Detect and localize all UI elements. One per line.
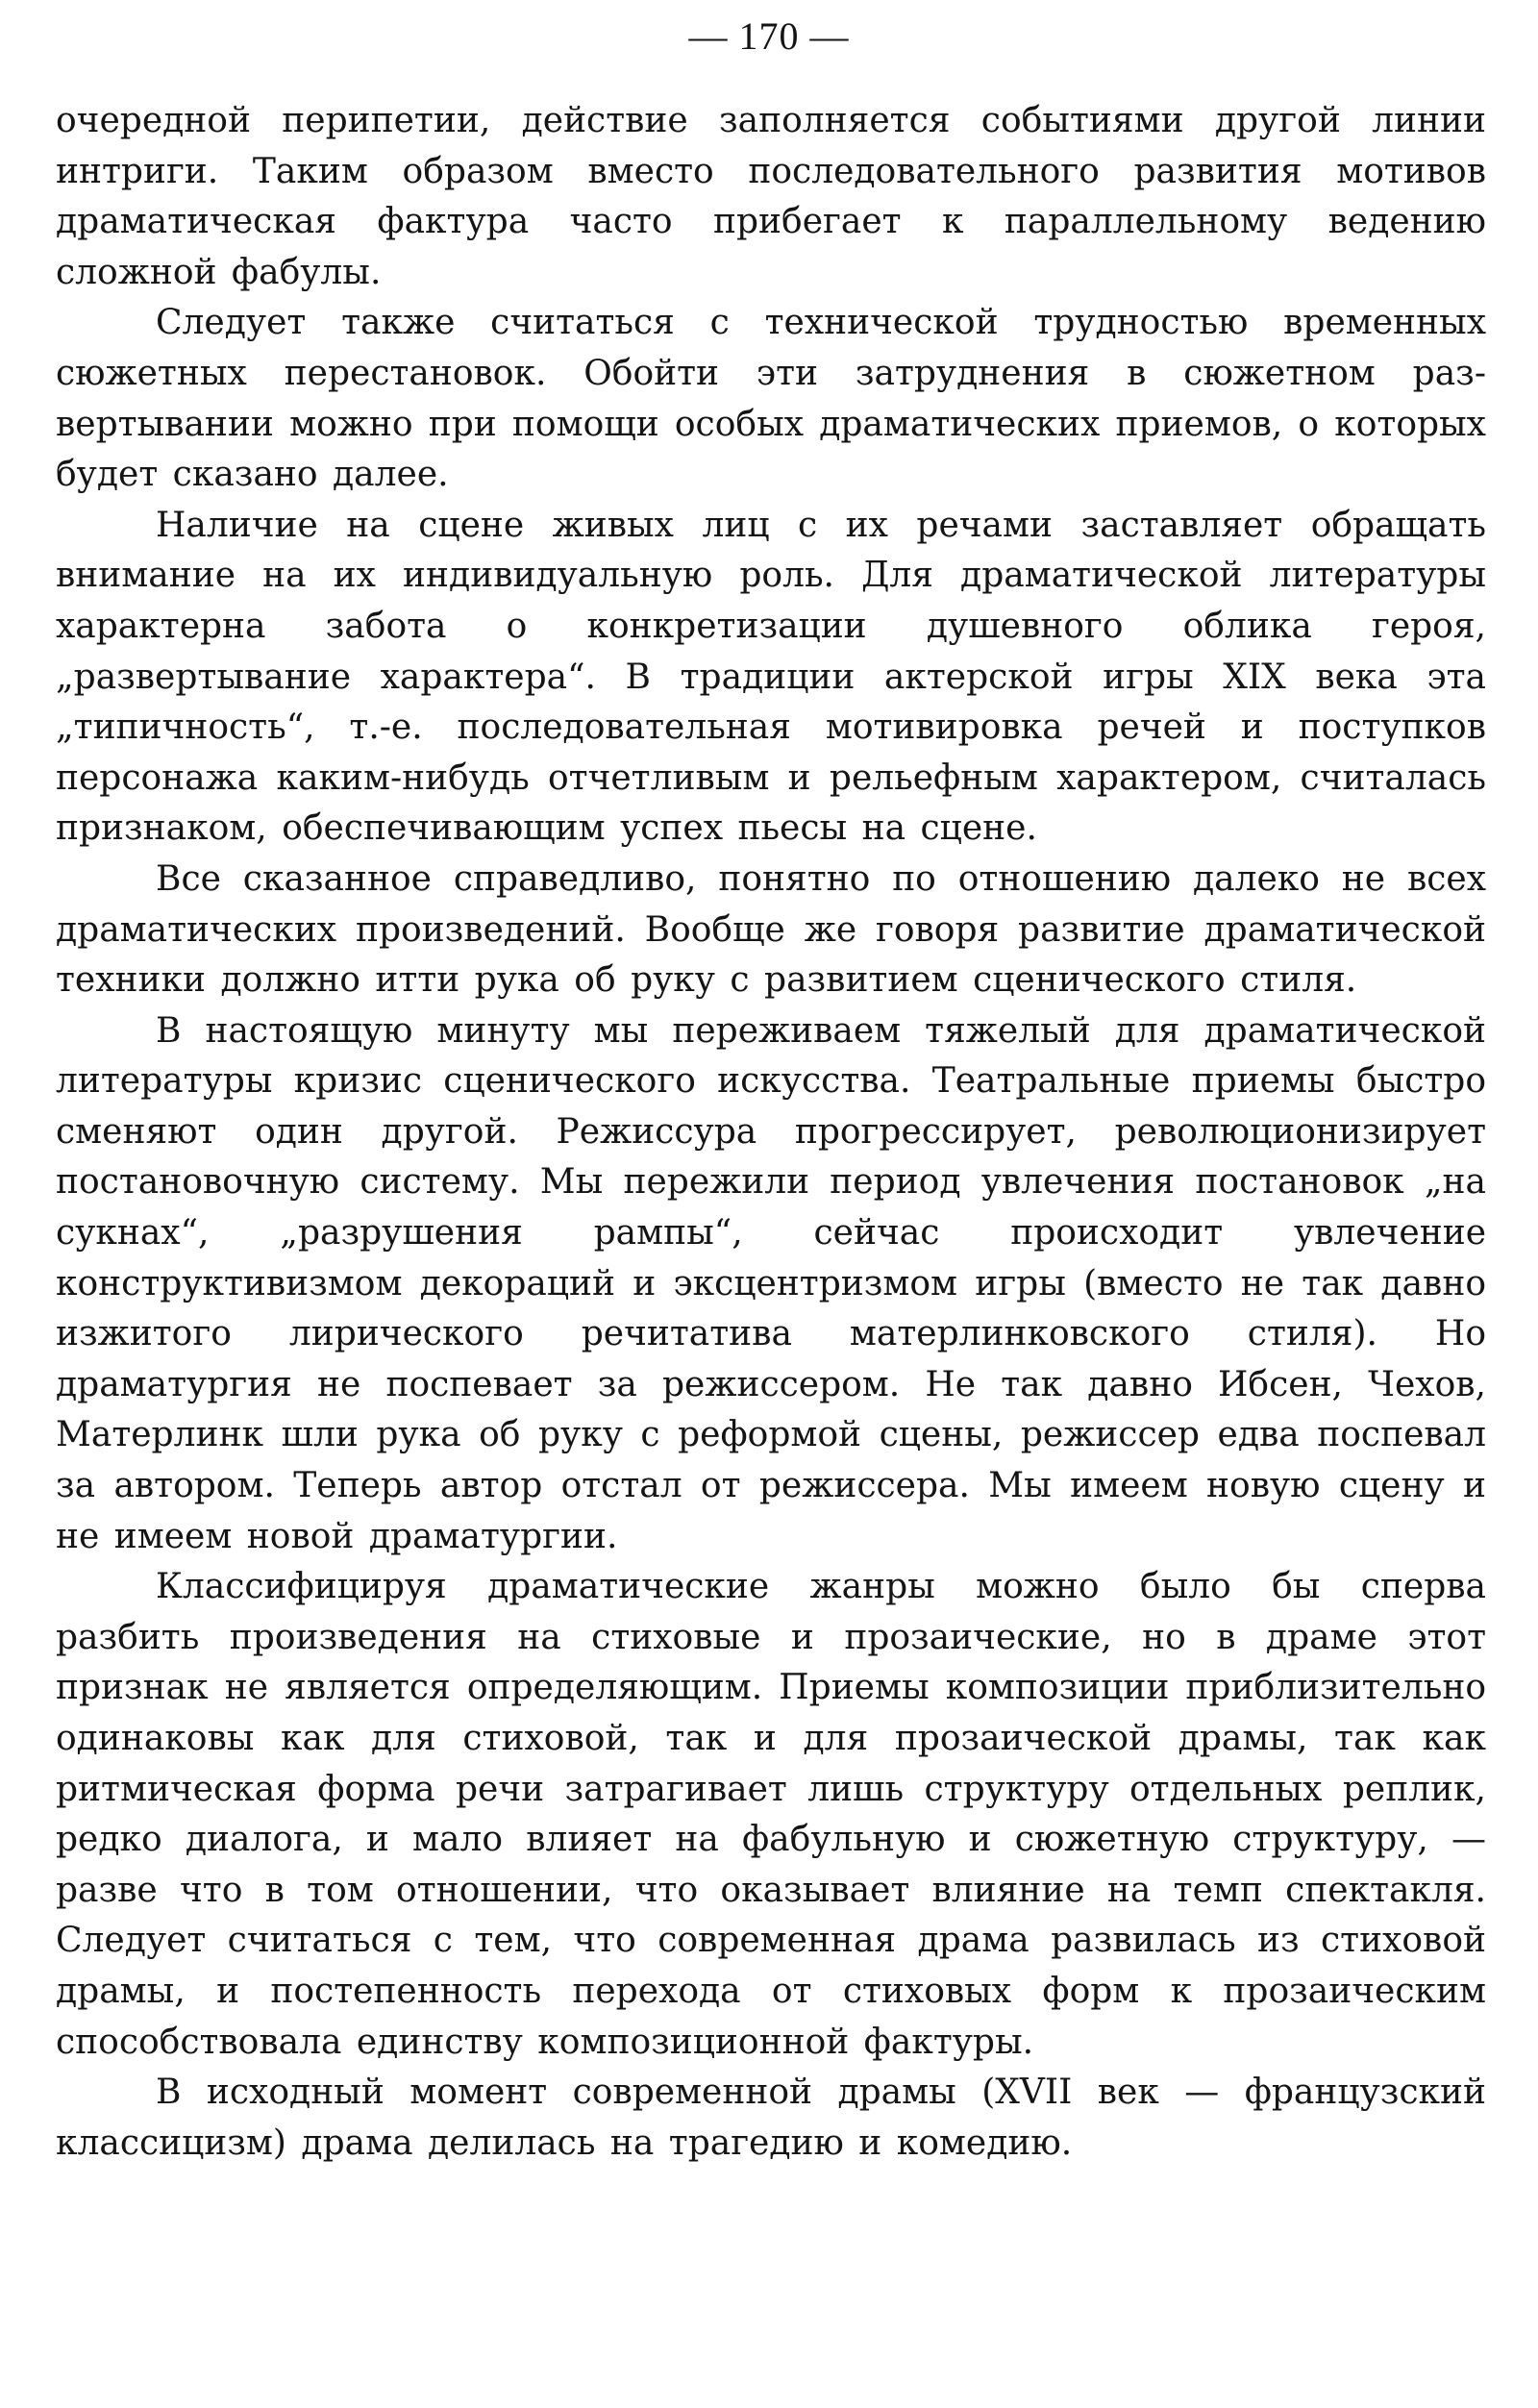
page-number: — 170 —: [688, 14, 850, 58]
paragraph-5: В настоящую минуту мы переживаем тяжелый для драматической литературы кризис сценического искусства. Театральные приемы быстро сменяют один другой. Режиссура прогрессирует, революционизирует постановочную систему. Мы пережили период увлечения постановок „на сукнах“, „разрушения рампы“, сейчас происходит увлечение конструктивизмом декораций и эксцентризмом игры (вместо не так давно изжитого лирического речитатива матерлинковского стиля). Но драматургия не поспевает за режиссером. Не так давно Ибсен, Чехов, Матерлинк шли рука об руку с реформой сцены, режиссер едва поспевал за автором. Теперь автор отстал от режиссера. Мы имеем новую сцену и не имеем новой драматургии.: [56, 1010, 1486, 1556]
paragraph-2: Следует также считаться с технической трудностью временных сюжетных перестановок. Обойти эти затруднения в сюжетном развертывании можно при помощи особых драматических приемов, о которых будет сказано далее.: [56, 303, 1486, 495]
paragraph-3: Наличие на сцене живых лиц с их речами заставляет обращать внимание на их индивидуальную роль. Для драматической литературы характерна забота о конкретизации душевного облика героя, „развертывание характера“. В традиции актерской игры XIX века эта „типичность“, т.-е. последовательная мотивировка речей и поступков персонажа каким-нибудь отчетливым и рельефным характером, считалась признаком, обеспечивающим успех пьесы на сцене.: [56, 505, 1486, 849]
paragraph-4: Все сказанное справедливо, понятно по отношению далеко не всех драматических произведений. Вообще же говоря развитие драматической техники должно итти рука об руку с развитием сценического стиля.: [56, 858, 1486, 1001]
paragraph-6: Классифицируя драматические жанры можно было бы сперва разбить произведения на стиховые и прозаические, но в драме этот признак не является определяющим. Приемы композиции приблизительно одинаковы как для стиховой, так и для прозаической драмы, так как ритмическая форма речи затрагивает лишь структуру отдельных реплик, редко диалога, и мало влияет на фабульную и сюжетную структуру, — разве что в том отношении, что оказывает влияние на темп спектакля. Следует считаться с тем, что современная драма развилась из стиховой драмы, и постепенность перехода от стиховых форм к прозаическим способствовала единству композиционной фактуры.: [56, 1567, 1486, 2062]
text-body: [56, 96, 1486, 2169]
paragraph-7: В исходный момент современной драмы (XVII век — французский классицизм) драма делилась на трагедию и комедию.: [56, 2073, 1486, 2163]
paragraph-1: очередной перипетии, действие заполняется событиями другой линии интриги. Таким образом вместо последовательного развития мотивов драматическая фактура часто прибегает к параллельному ведению сложной фабулы.: [56, 101, 1486, 292]
